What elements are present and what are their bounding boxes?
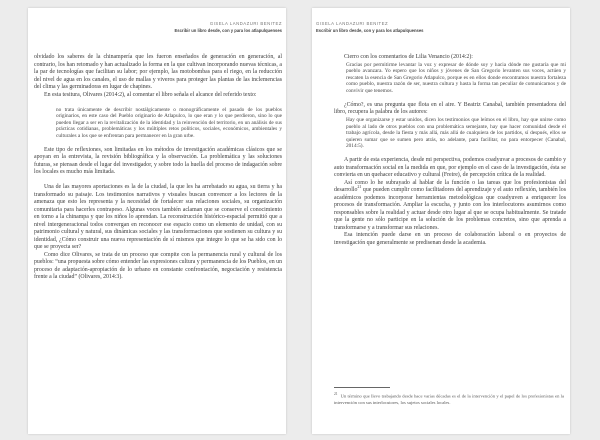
block-quote: Hay que organizarse y estar unidos, dicen los testimonios que leímos en el libro, hay que unirse como pueblo al lado de otros pueblos con una problemática semejante, hay que hacer comunidad desde el trabajo agrícola, desde la fiesta y más allá, más allá de cualquiera de los partidos, sí después, ellos se quieren sumar que se sumen pero atrás, no adelante, para facilitar, no para entorpecer (Canabal, 2014:5). (346, 116, 566, 150)
paragraph: Este tipo de reflexiones, son limitadas en los métodos de investigación académicas clásicos que se apoyan en la entrevista, la revisión bibliográfica y la observación. La problemática y las soluciones futuras, se piensan desde el lugar del investigador, y sobre todo la huella del proceso de indagación sobre los locales es mucho más limitada. (34, 146, 282, 176)
paragraph: Cierro con los comentarios de Lilia Venancio (2014:2): (344, 54, 473, 60)
block-quote: no trata únicamente de describir nostálgicamente o monográficamente el pasado de los pueblos originarios, en este caso del Pueblo originario de Atlapulco, lo que eran y lo que perdieron, sino lo que pueden llegar a ser en la revitalización de la identidad y la reinvención del territorio, en un análisis de sus prácticas cotidianas, problemáticas y los múltiples retos políticos, sociales, económicos, ambientales y culturales a los que se enfrentan para permanecer en la gran urbe. (56, 106, 282, 139)
block-quote: Gracias por permitirme levantar la voz y expresar de dónde soy y hacia dónde me gustaría que mi pueblo avanzara. Yo espero que los niños y jóvenes de San Gregorio levanten sus voces, actúen y rescaten la esencia de San Gregorio Atlapulco, porque es en ellos donde encontramos nuestra fortaleza como pueblo, nuestra razón de ser, nuestra cultura y hasta la forma tan peculiar de comunicarnos y de convivir que tenemos. (346, 61, 566, 94)
footnote-rule (334, 387, 390, 388)
footnote-marker: 21 (357, 184, 362, 190)
paragraph-text: Así como lo he subrayado al hablar de la función o las tareas que los profesionistas del desarrollo (334, 179, 566, 194)
header-author: GISELA LANDAZURI BENITEZ (316, 21, 389, 26)
paragraph: Una de las mayores aportaciones es la de la ciudad, la que les ha arrebatado su agua, su tierra y ha transformado su paisaje. Los testimonios narrativos y visuales buscan convencer a los lectores de la amenaza que esto les representa y la necesidad de fortalecer sus relaciones sociales, su organización comunitaria para hacerles contrapeso. Algunas voces también aclaman que se conserve el conocimiento en torno a la chinampa y que los niños lo aprendan. La reconstrucción histórico-espacial permitió que a nivel intergeneracional todos convergan en reconocer ese espacio como un elemento de unidad, con su patrimonio cultural y natural, sus dinámicas sociales y las transformaciones que sostienen su cultura y su identidad, ¿Cómo construir una nueva representación de sí mismos que integre lo que se ha sido con lo que se proyecta ser? (34, 184, 282, 251)
paragraph: Esa intención puede darse en un proceso de colaboración laboral o en proyectos de investigación que generalmente se predisenan desde la academia. (334, 232, 566, 246)
footnote-number: 21 (334, 392, 338, 396)
paragraph-text: que pueden cumplir como facilitadores del aprendizaje y el auto reflexión, también los académicos podemos incorporar herramientas metodológicas que coadyuven a enriquecer los procesos de transformación. Ampliar la escucha, y junto con los interlocutores asumirnos como responsables sobre la realidad y actuar desde otro lugar al que se ocupa habitualmente. Se tratade que la gente no sólo participe en la solución de los problemas concretos, sino que aprenda a transformarse y a transformar sus relaciones. (334, 187, 566, 231)
paragraph: Como dice Olivares, se trata de un proceso que compite con la permanencia rural y cultural de los pueblos: “una propuesta sobre cómo entender las expresiones cultura y permanencia de los Pueblos, en un proceso de adaptación-apropiación de lo urbano en constante confrontación, negociación y resistencia frente a la ciudad” (Olivares, 2014:3). (34, 251, 282, 281)
running-header (174, 20, 282, 42)
right-page (312, 8, 570, 434)
footnote-text: Un término que llevo trabajando desde hace varias décadas es el de la intervención y el papel de los profesionistas en la intervención con sus interlocutores, los sujetos sociales locales. (334, 393, 564, 405)
page-body (34, 54, 282, 282)
running-header (316, 20, 424, 42)
header-title: Escribir un libro desde, con y para los atlapulquenses (174, 28, 282, 33)
paragraph: En esta tesitura, Olivares (2014:2), al comentar el libro señala el alcance del referido texto: (44, 91, 257, 98)
page-body (334, 54, 566, 247)
paragraph: ¿Cómo?, es una pregunta que flota en el aire. Y Beatriz Canabal, también presentadora del libro, recupera la palabra de los autores: (334, 101, 566, 116)
paragraph (334, 180, 566, 233)
paragraph: A partir de esta experiencia, desde mi perspectiva, podemos coadyuvar a procesos de cambio y auto transformación social en la medida en que, por ejemplo en el caso de la investigación, ésta se convierta en un quehacer educativo y cultural (Freire), de percepción crítica de la realidad. (334, 157, 566, 179)
left-page (28, 8, 286, 434)
header-author: GISELA LANDAZURI BENITEZ (209, 21, 282, 26)
paragraph: olvidado los saberes de la chinampería que les fueron enseñados de generación en generación, al contrario, los han retomado y han actualizado la forma en la que cultivan incorporando nuevas técnicas, a la par de tecnologías que facilitan su labor; por ejemplo, las motobombas para el riego, en la reducción del nivel de agua en los canales, el uso de mallas y viveros para proteger las plantas de las inclemencias del clima y las germinadoras en lugar de chapines. (34, 54, 282, 90)
header-title: Escribir un libro desde, con y para los atlapulquenses (316, 28, 424, 33)
footnote (334, 391, 564, 406)
